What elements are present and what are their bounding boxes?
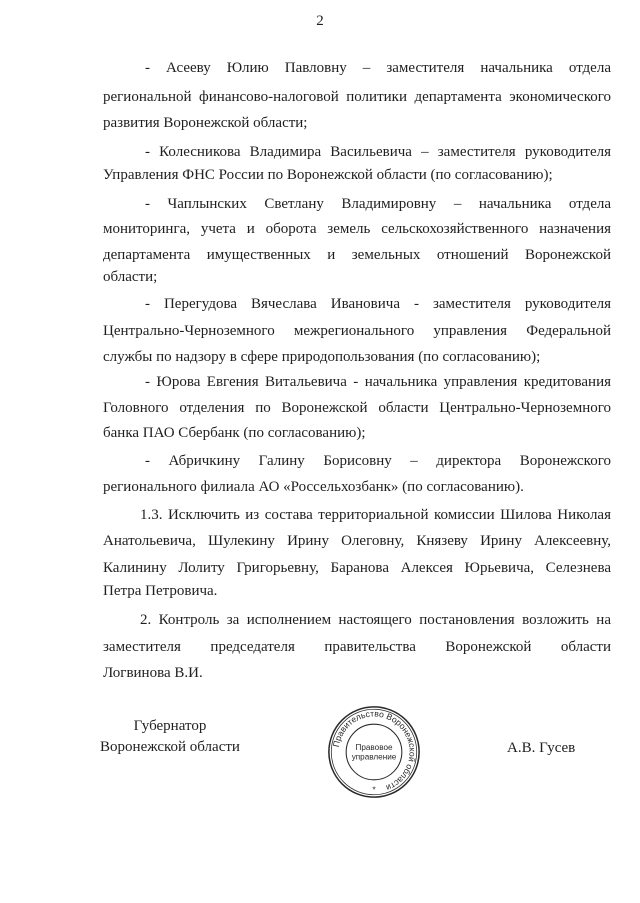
official-seal-stamp bbox=[326, 704, 422, 800]
page-number: 2 bbox=[316, 13, 324, 29]
text-line: заместителя председателя правительства Воронежской области bbox=[103, 639, 611, 655]
text-line: развития Воронежской области; bbox=[103, 115, 308, 131]
signatory-title bbox=[90, 716, 250, 758]
text-line: мониторинга, учета и оборота земель сельскохозяйственного назначения bbox=[103, 221, 611, 237]
text-line: регионального филиала АО «Россельхозбанк» (по согласованию). bbox=[103, 479, 524, 495]
seal-star-icon: * bbox=[372, 784, 376, 795]
text-line: службы по надзору в сфере природопользования (по согласованию); bbox=[103, 349, 541, 365]
text-line: Анатольевича, Шулекину Ирину Олеговну, Князеву Ирину Алексеевну, bbox=[103, 533, 611, 549]
text-line: - Юрова Евгения Витальевича - начальника управления кредитования bbox=[145, 374, 611, 390]
seal-outer-text: Правительство Воронежской области bbox=[330, 708, 418, 794]
text-line: - Перегудова Вячеслава Ивановича - заместителя руководителя bbox=[145, 296, 611, 312]
seal-inner-line: управление bbox=[351, 752, 397, 762]
text-line: области; bbox=[103, 269, 158, 285]
text-line: - Асееву Юлию Павловну – заместителя начальника отдела bbox=[145, 60, 611, 76]
text-line: Управления ФНС России по Воронежской области (по согласованию); bbox=[103, 167, 553, 183]
text-line: департамента имущественных и земельных отношений Воронежской bbox=[103, 247, 611, 263]
seal-inner-line: Правовое bbox=[355, 743, 393, 753]
text-line: банка ПАО Сбербанк (по согласованию); bbox=[103, 425, 366, 441]
text-line: региональной финансово-налоговой политики департамента экономического bbox=[103, 89, 611, 105]
text-line: Петра Петровича. bbox=[103, 583, 218, 599]
text-line: Логвинова В.И. bbox=[103, 665, 203, 681]
text-line: Центрально-Черноземного межрегионального управления Федеральной bbox=[103, 323, 611, 339]
text-line: 1.3. Исключить из состава территориальной комиссии Шилова Николая bbox=[140, 507, 611, 523]
signatory-title-line: Губернатор bbox=[133, 718, 207, 734]
text-line: - Чаплынских Светлану Владимировну – начальника отдела bbox=[145, 196, 611, 212]
text-line: - Колесникова Владимира Васильевича – заместителя руководителя bbox=[145, 144, 611, 160]
text-line: Калинину Лолиту Григорьевну, Баранова Алексея Юрьевича, Селезнева bbox=[103, 560, 611, 576]
text-line: 2. Контроль за исполнением настоящего постановления возложить на bbox=[140, 612, 611, 628]
signatory-name: А.В. Гусев bbox=[507, 740, 576, 756]
signatory-title-line: Воронежской области bbox=[100, 739, 240, 755]
text-line: Головного отделения по Воронежской области Центрально-Черноземного bbox=[103, 400, 611, 416]
text-line: - Абричкину Галину Борисовну – директора Воронежского bbox=[145, 453, 611, 469]
